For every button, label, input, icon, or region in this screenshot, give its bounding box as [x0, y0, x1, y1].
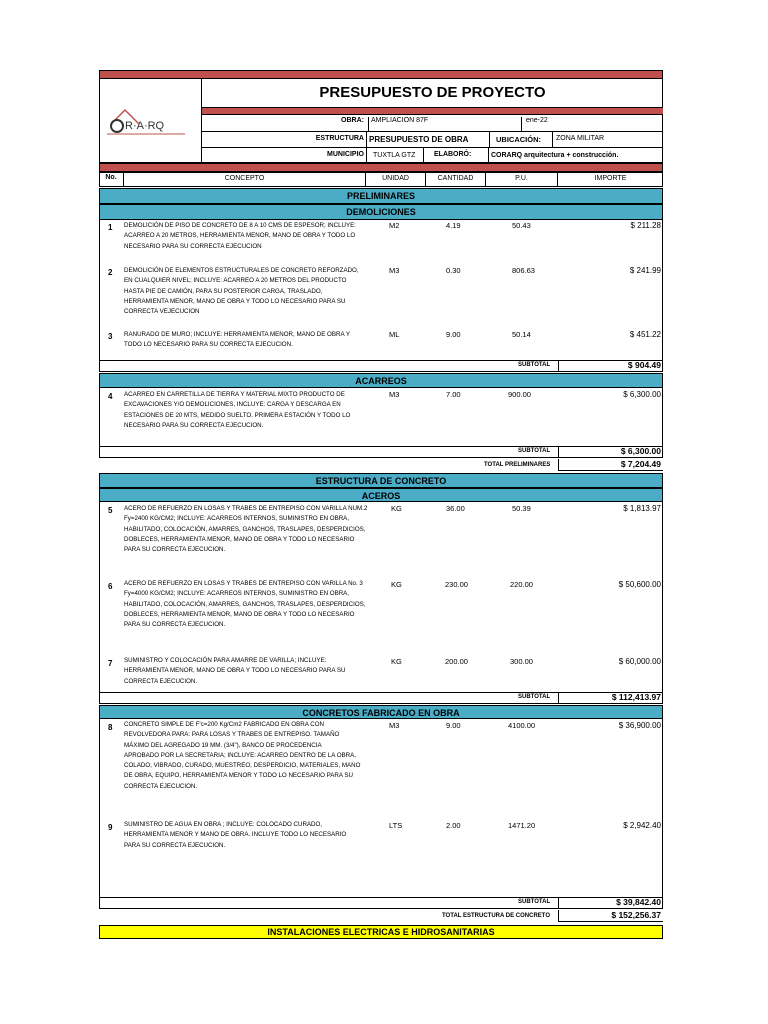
item-1-qty: 4.19 [446, 221, 461, 230]
item-8-desc: CONCRETO SIMPLE DE F'c=200 Kg/Cm2 FABRICADO EN OBRA CON REVOLVEDORA PARA: PARA LOSAS Y TRABES DE ENTREPISO. TAMAÑO MÁXIMO DEL AGREGADO 19 MM. (3/4"), BANCO DE PROCEDENCIA APROBADO POR LA SECRETARIA; INCLUYE: ACARREO DENTRO DE LA OBRA, COLADO, VIBRADO, CURADO, MUESTREO, DESPERDICIO, MATERIALES, MANO DE OBRA, EQUIPO, HERRAMIENTA MENOR Y TODO LO NECESARIO PARA SU CORRECTA EJECUCION. [124, 721, 361, 790]
subtotal-demoliciones-label: SUBTOTAL [518, 362, 551, 368]
item-4-qty: 7.00 [446, 390, 461, 399]
item-5-qty: 36.00 [446, 504, 465, 513]
col-cantidad: CANTIDAD [426, 172, 486, 187]
item-5-unit: KG [391, 504, 402, 513]
company-logo [105, 104, 197, 140]
item-9-desc: SUMINISTRO DE AGUA EN OBRA ; INCLUYE: COLOCADO CURADO, HERRAMIENTA MENOR Y MANO DE OBRA. INCLUYE TODO LO NECESARIO PARA SU CORRECTA EJECUCION. [124, 821, 347, 849]
svg-text:R·A·RQ: R·A·RQ [125, 120, 165, 132]
item-6-qty: 230.00 [445, 580, 468, 589]
obra-label: OBRA: [341, 117, 364, 124]
item-6-unit: KG [391, 580, 402, 589]
section-acarreos: ACARREOS [99, 373, 663, 388]
item-3-no: 3 [108, 332, 113, 341]
subtotal-concretos-label: SUBTOTAL [518, 899, 551, 905]
item-4-unit: M3 [389, 390, 400, 399]
total-preliminares-value: $ 7,204.49 [558, 459, 663, 471]
item-8-pu: 4100.00 [508, 721, 536, 730]
item-4-pu: 900.00 [508, 390, 531, 399]
item-2-no: 2 [108, 268, 113, 277]
section-instalaciones: INSTALACIONES ELECTRICAS E HIDROSANITARIAS [99, 925, 663, 939]
item-8-qty: 9.00 [446, 721, 461, 730]
item-7-qty: 200.00 [445, 657, 468, 666]
section-demoliciones: DEMOLICIONES [99, 204, 663, 220]
item-9-qty: 2.00 [446, 821, 461, 830]
item-3-amount: $ 451.22 [629, 330, 661, 339]
item-7-unit: KG [391, 657, 402, 666]
header-red-band [202, 107, 663, 115]
elaboro-value: CORARQ arquitectura + construcción. [488, 148, 663, 163]
item-4-desc: ACARREO EN CARRETILLA DE TIERRA Y MATERIAL MIXTO PRODUCTO DE EXCAVACIONES Y/O DEMOLICIONES, INCLUYE: CARGA Y DESCARGA EN ESTACIONES DE 20 MTS, MEDIDO SUELTO. PRIMERA ESTACIÓN Y TODO LO NECESARIO PARA SU CORRECTA EJECUCION. [124, 391, 351, 429]
item-4-amount: $ 6,300.00 [623, 390, 661, 399]
municipio-value: TUXTLA GTZ [366, 148, 424, 163]
col-importe: IMPORTE [594, 175, 627, 182]
estructura-label: ESTRUCTURA [315, 135, 364, 142]
estructura-value: PRESUPUESTO DE OBRA [366, 132, 490, 148]
item-4-no: 4 [108, 392, 113, 401]
ubicacion-label: UBICACIÓN: [496, 135, 541, 144]
total-preliminares-label: TOTAL PRELIMINARES [484, 462, 551, 468]
item-9-no: 9 [108, 823, 113, 832]
item-5-pu: 50.39 [512, 504, 531, 513]
item-6-desc: ACERO DE REFUERZO EN LOSAS Y TRABES DE ENTREPISO CON VARILLA No. 3 Fy=4000 KG/CM2; INCLUYE: ACARREOS INTERNOS, SUMINISTRO EN OBRA, HABILITADO, COLOCACIÓN, AMARRES, GANCHOS, TRASLAPES, DESPERDICIOS, DOBLECES, HERRAMIENTA MENOR, MANO DE OBRA Y TODO LO NECESARIO PARA SU CORRECTA EJECUCION. [124, 580, 366, 629]
subtotal-demoliciones-value: $ 904.49 [558, 360, 663, 372]
item-1-desc: DEMOLICIÓN DE PISO DE CONCRETO DE 8 A 10 CMS DE ESPESOR; INCLUYE: ACARREO A 20 METROS, HERRAMIENTA MENOR, MANO DE OBRA Y TODO LO NECESARIO PARA SU CORRECTA EJECUCION [124, 222, 356, 250]
total-estructura-value: $ 152,256.37 [558, 910, 663, 922]
col-pu: P.U. [486, 172, 558, 187]
item-8-unit: M3 [389, 721, 400, 730]
item-2-pu: 806.63 [512, 266, 535, 275]
subtotal-concretos-value: $ 39,842.40 [558, 897, 663, 909]
item-8-amount: $ 36,900.00 [618, 721, 661, 730]
section-aceros: ACEROS [99, 488, 663, 502]
col-concepto: CONCEPTO [123, 172, 366, 187]
section-concretos: CONCRETOS FABRICADO EN OBRA [99, 705, 663, 719]
item-7-no: 7 [108, 659, 113, 668]
date-value: ene-22 [521, 117, 581, 131]
ubicacion-value: ZONA MILITAR [552, 132, 663, 148]
obra-value: AMPLIACION 87F [368, 117, 518, 131]
item-5-desc: ACERO DE REFUERZO EN LOSAS Y TRABES DE ENTREPISO CON VARILLA NUM.2 Fy=2400 KG/CM2; INCLUYE: ACARREOS INTERNOS, SUMINISTRO EN OBRA, HABILITADO, COLOCACIÓN, AMARRES, GANCHOS, TRASLAPES, DESPERDICIOS, DOBLECES, HERRAMIENTA MENOR, MANO DE OBRA Y TODO LO NECESARIO PARA SU CORRECTA EJECUCION. [124, 505, 368, 554]
item-3-qty: 9.00 [446, 330, 461, 339]
item-3-unit: ML [389, 330, 400, 339]
item-3-pu: 50.14 [512, 330, 531, 339]
item-1-amount: $ 211.28 [630, 221, 661, 230]
item-1-unit: M2 [389, 221, 400, 230]
page-title: PRESUPUESTO DE PROYECTO [319, 84, 546, 101]
subtotal-acarreos-value: $ 6,300.00 [558, 446, 663, 458]
col-unidad: UNIDAD [366, 172, 426, 187]
item-1-pu: 50.43 [512, 221, 531, 230]
section-preliminares: PRELIMINARES [99, 188, 663, 204]
item-5-amount: $ 1,813.97 [623, 504, 661, 513]
municipio-label: MUNICIPIO [327, 151, 364, 158]
logo-graphic [105, 104, 197, 140]
item-2-qty: 0.30 [446, 266, 461, 275]
item-7-desc: SUMINISTRO Y COLOCACIÓN PARA AMARRE DE VARILLA; INCLUYE: HERRAMIENTA MENOR, MANO DE OBRA Y TODO LO NECESARIO PARA SU CORRECTA EJECUCION. [124, 657, 346, 685]
subtotal-aceros-value: $ 112,413.97 [558, 692, 663, 704]
item-1-no: 1 [108, 223, 113, 232]
item-7-pu: 300.00 [510, 657, 533, 666]
item-2-unit: M3 [389, 266, 400, 275]
item-9-amount: $ 2,942.40 [623, 821, 661, 830]
item-6-no: 6 [108, 582, 113, 591]
total-estructura-label: TOTAL ESTRUCTURA DE CONCRETO [442, 913, 551, 919]
item-7-amount: $ 60,000.00 [618, 657, 661, 666]
item-2-desc: DEMOLICIÓN DE ELEMENTOS ESTRUCTURALES DE CONCRETO REFORZADO, EN CUALQUIER NIVEL; INCLUYE: ACARREO A 20 METROS DEL PRODUCTO HASTA PIE DE CAMIÓN, PARA SU POSTERIOR CARGA, TRASLADO, HERRAMIENTA MENOR, MANO DE OBRA Y TODO LO NECESARIO PARA SU CORRECTA VEJECUCION [124, 267, 359, 316]
item-8-no: 8 [108, 723, 113, 732]
col-no: No. [105, 174, 117, 181]
item-6-pu: 220.00 [510, 580, 533, 589]
top-red-band [99, 70, 663, 79]
item-5-no: 5 [108, 506, 113, 515]
item-9-pu: 1471.20 [508, 821, 536, 830]
item-2-amount: $ 241.99 [629, 266, 661, 275]
elaboro-label: ELABORÓ: [434, 151, 472, 158]
subtotal-acarreos-label: SUBTOTAL [518, 448, 551, 454]
item-3-desc: RANURADO DE MURO; INCLUYE: HERRAMIENTA MENOR, MANO DE OBRA Y TODO LO NECESARIO PARA SU CORRECTA EJECUCION. [124, 331, 350, 349]
section-estructura: ESTRUCTURA DE CONCRETO [99, 473, 663, 488]
header-bottom-red-band [99, 163, 663, 172]
item-6-amount: $ 50,600.00 [618, 580, 661, 589]
subtotal-aceros-label: SUBTOTAL [518, 694, 551, 700]
item-9-unit: LTS [389, 821, 403, 830]
